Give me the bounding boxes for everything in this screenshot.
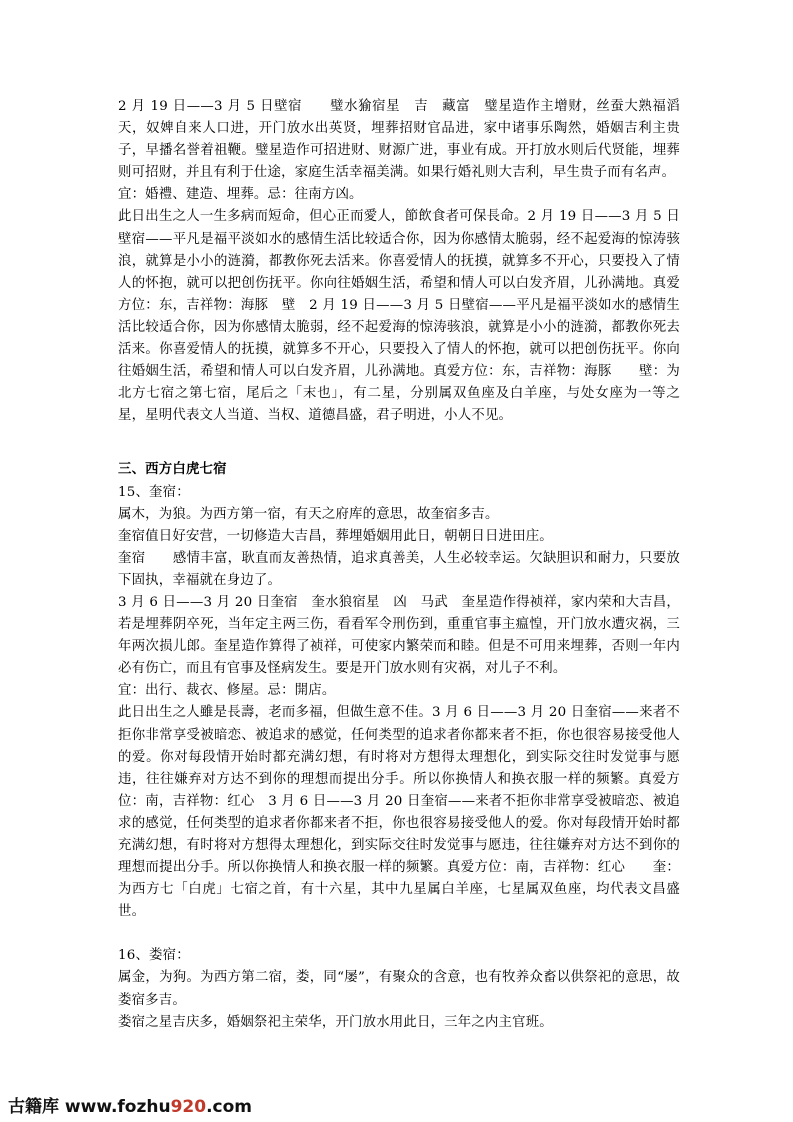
- lou-verse-line: 娄宿之星吉庆多，婚姻祭祀主荣华，开门放水用此日，三年之内主官班。: [118, 1014, 553, 1030]
- kui-attribute-line: 属木，为狼。为西方第一宿，有天之府库的意思，故奎宿多吉。: [118, 506, 499, 522]
- kui-verse-line: 奎宿值日好安营，一切修造大吉昌，葬埋婚姻用此日，朝朝日日进田庄。: [118, 528, 553, 544]
- lou-heading: 16、娄宿：: [118, 948, 190, 964]
- bi-lunar-paragraph: 2 月 19 日——3 月 5 日壁宿 璧水㺄宿星 吉 藏富 璧星造作主增财，丝蚕大熟福滔天，奴婢自来人口进，开门放水出英贤，埋葬招财官品进，家中诸事乐陶然，婚姻吉利主贵子，早播名誉着祖鞭。璧星造作可招进财、财源广进，事业有成。开打放水则后代贤能，埋葬则可招财，并且有利于仕途，家庭生活幸福美满。如果行婚礼则大吉利，早生贵子而有名声。: [118, 99, 680, 181]
- bi-personality-paragraph: 此日出生之人一生多病而短命，但心正而愛人，節飲食者可保長命。2 月 19 日——3 月 5 日壁宿——平凡是福平淡如水的感情生活比较适合你，因为你感情太脆弱，经不起爱海的惊涛骇浪，就算是小小的涟漪，都教你死去活来。你喜爱情人的抚摸，就算多不开心，只要投入了情人的怀抱，就可以把创伤抚平。你向往婚姻生活，希望和情人可以白发齐眉，儿孙满地。真爱方位：东，吉祥物：海豚 壁 2 月 19 日——3 月 5 日壁宿——平凡是福平淡如水的感情生活比较适合你，因为你感情太脆弱，经不起爱海的惊涛骇浪，就算是小小的涟漪，都教你死去活来。你喜爱情人的抚摸，就算多不开心，只要投入了情人的怀抱，就可以把创伤抚平。你向往婚姻生活，希望和情人可以白发齐眉，儿孙满地。真爱方位：东，吉祥物：海豚 壁：为北方七宿之第七宿，尾后之「末也」，有二星，分别属双鱼座及白羊座，与处女座为一等之星，星明代表文人当道、当权、道德昌盛，君子明进，小人不见。: [118, 209, 680, 424]
- kui-personality-paragraph: 此日出生之人雖是長壽，老而多福，但做生意不佳。3 月 6 日——3 月 20 日奎宿——来者不拒你非常享受被暗恋、被追求的感觉，任何类型的追求者你都来者不拒，你也很容易接受他人的爱。你对每段情开始时都充满幻想，有时将对方想得太理想化，到实际交往时发觉事与愿违，往往嫌弃对方达不到你的理想而提出分手。所以你换情人和换衣服一样的频繁。真爱方位：南，吉祥物：红心 3 月 6 日——3 月 20 日奎宿——来者不拒你非常享受被暗恋、被追求的感觉，任何类型的追求者你都来者不拒，你也很容易接受他人的爱。你对每段情开始时都充满幻想，有时将对方想得太理想化，到实际交往时发觉事与愿违，往往嫌弃对方达不到你的理想而提出分手。所以你换情人和换衣服一样的频繁。真爱方位：南，吉祥物：红心 奎：为西方七「白虎」七宿之首，有十六星，其中九星属白羊座，七星属双鱼座，均代表文昌盛世。: [118, 705, 680, 920]
- paragraph-spacer: [118, 923, 680, 945]
- watermark-url-prefix: www.fozhu: [59, 1097, 171, 1117]
- document-body: [118, 96, 680, 1034]
- kui-lunar-paragraph: 3 月 6 日——3 月 20 日奎宿 奎水狼宿星 凶 马武 奎星造作得祯祥，家内荣和大吉昌，若是埋葬阴卒死，当年定主两三伤，看看军令刑伤到，重重官事主瘟惶，开门放水遭灾祸，三年两次损儿郎。奎星造作算得了祯祥，可使家内繁荣而和睦。但是不可用来埋葬，否则一年内必有伤亡，而且有官事及怪病发生。要是开门放水则有灾祸，对儿子不利。: [118, 594, 680, 677]
- watermark-brand: 古籍库: [8, 1097, 59, 1117]
- site-watermark-logo: [8, 1092, 252, 1116]
- section-title: 三、西方白虎七宿: [118, 462, 227, 478]
- section-spacer: [118, 427, 680, 459]
- watermark-url-suffix: .com: [206, 1097, 253, 1117]
- bi-suitable-line: 宜：婚禮、建造、埋葬。忌：往南方凶。: [118, 187, 363, 203]
- watermark-url-number: 920: [170, 1097, 207, 1117]
- kui-emotion-paragraph: 奎宿 感情丰富，耿直而友善热情，追求真善美，人生必较幸运。欠缺胆识和耐力，只要放下固执，幸福就在身边了。: [118, 550, 680, 588]
- lou-attribute-paragraph: 属金，为狗。为西方第二宿，娄，同“屡”，有聚众的含意，也有牧养众畜以供祭祀的意思，故娄宿多吉。: [118, 970, 680, 1008]
- kui-heading: 15、奎宿：: [118, 484, 190, 500]
- kui-suitable-line: 宜：出行、裁衣、修屋。忌：開店。: [118, 683, 336, 699]
